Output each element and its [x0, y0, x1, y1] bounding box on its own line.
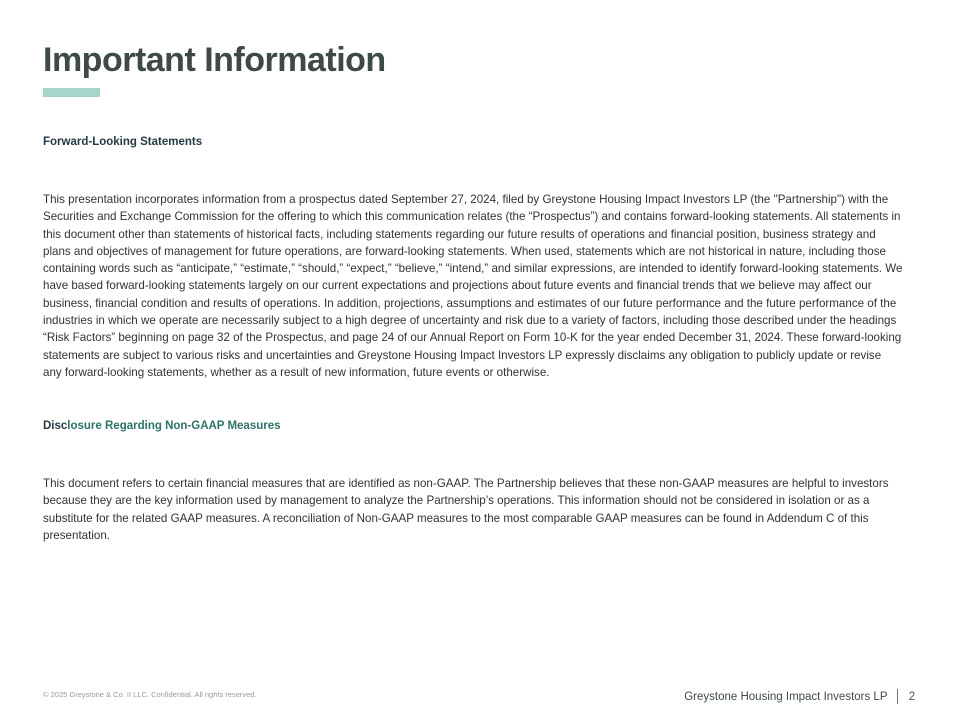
- copyright-notice: © 2025 Greystone & Co. II LLC. Confidential. All rights reserved.: [43, 690, 257, 699]
- slide-title: Important Information: [43, 41, 386, 79]
- company-name: Greystone Housing Impact Investors LP: [684, 690, 888, 703]
- footer-divider: [897, 689, 899, 704]
- page-number: 2: [908, 690, 916, 703]
- heading-dark-part: Disc: [43, 420, 68, 432]
- section-heading-forward-looking: Forward-Looking Statements: [43, 136, 203, 148]
- forward-looking-paragraph: This presentation incorporates information from a prospectus dated September 27, 2024, filed by Greystone Housing Impact Investors LP (the "Partnership") with the Securities and Exchange Commission for the offering to which this communication relates (the “Prospectus”) and contains forward-looking statements. All statements in this document other than statements of historical facts, including statements regarding our future results of operations and financial position, business strategy and plans and objectives of management for future operations, are forward-looking statements. When used, statements which are not historical in nature, including those containing words such as “anticipate,” “estimate,” “should,” “expect,” “believe,” “intend,” and similar expressions, are intended to identify forward-looking statements. We have based forward-looking statements largely on our current expectations and projections about future events and financial trends that we believe may affect our business, financial condition and results of operations. In addition, projections, assumptions and estimates of our future performance and the future performance of the industries in which we operate are necessarily subject to a high degree of uncertainty and risk due to a variety of factors, including those described under the headings “Risk Factors” beginning on page 32 of the Prospectus, and page 24 of our Annual Report on Form 10-K for the year ended December 31, 2024. These forward-looking statements are subject to various risks and uncertainties and Greystone Housing Impact Investors LP expressly disclaims any obligation to publicly update or revise any forward-looking statements, whether as a result of new information, future events or otherwise.: [43, 193, 903, 379]
- non-gaap-paragraph: This document refers to certain financial measures that are identified as non-GAAP. The Partnership believes that these non-GAAP measures are helpful to investors because they are the key information used by management to analyze the Partnership’s operations. This information should not be considered in isolation or as a substitute for the related GAAP measures. A reconciliation of Non-GAAP measures to the most comparable GAAP measures can be found in Addendum C of this presentation.: [43, 477, 889, 542]
- footer-right-group: [684, 689, 917, 704]
- section-heading-non-gaap: [43, 420, 281, 432]
- heading-teal-part: losure Regarding Non-GAAP Measures: [67, 420, 281, 432]
- title-accent-bar: [43, 88, 100, 97]
- slide-footer: [0, 686, 960, 704]
